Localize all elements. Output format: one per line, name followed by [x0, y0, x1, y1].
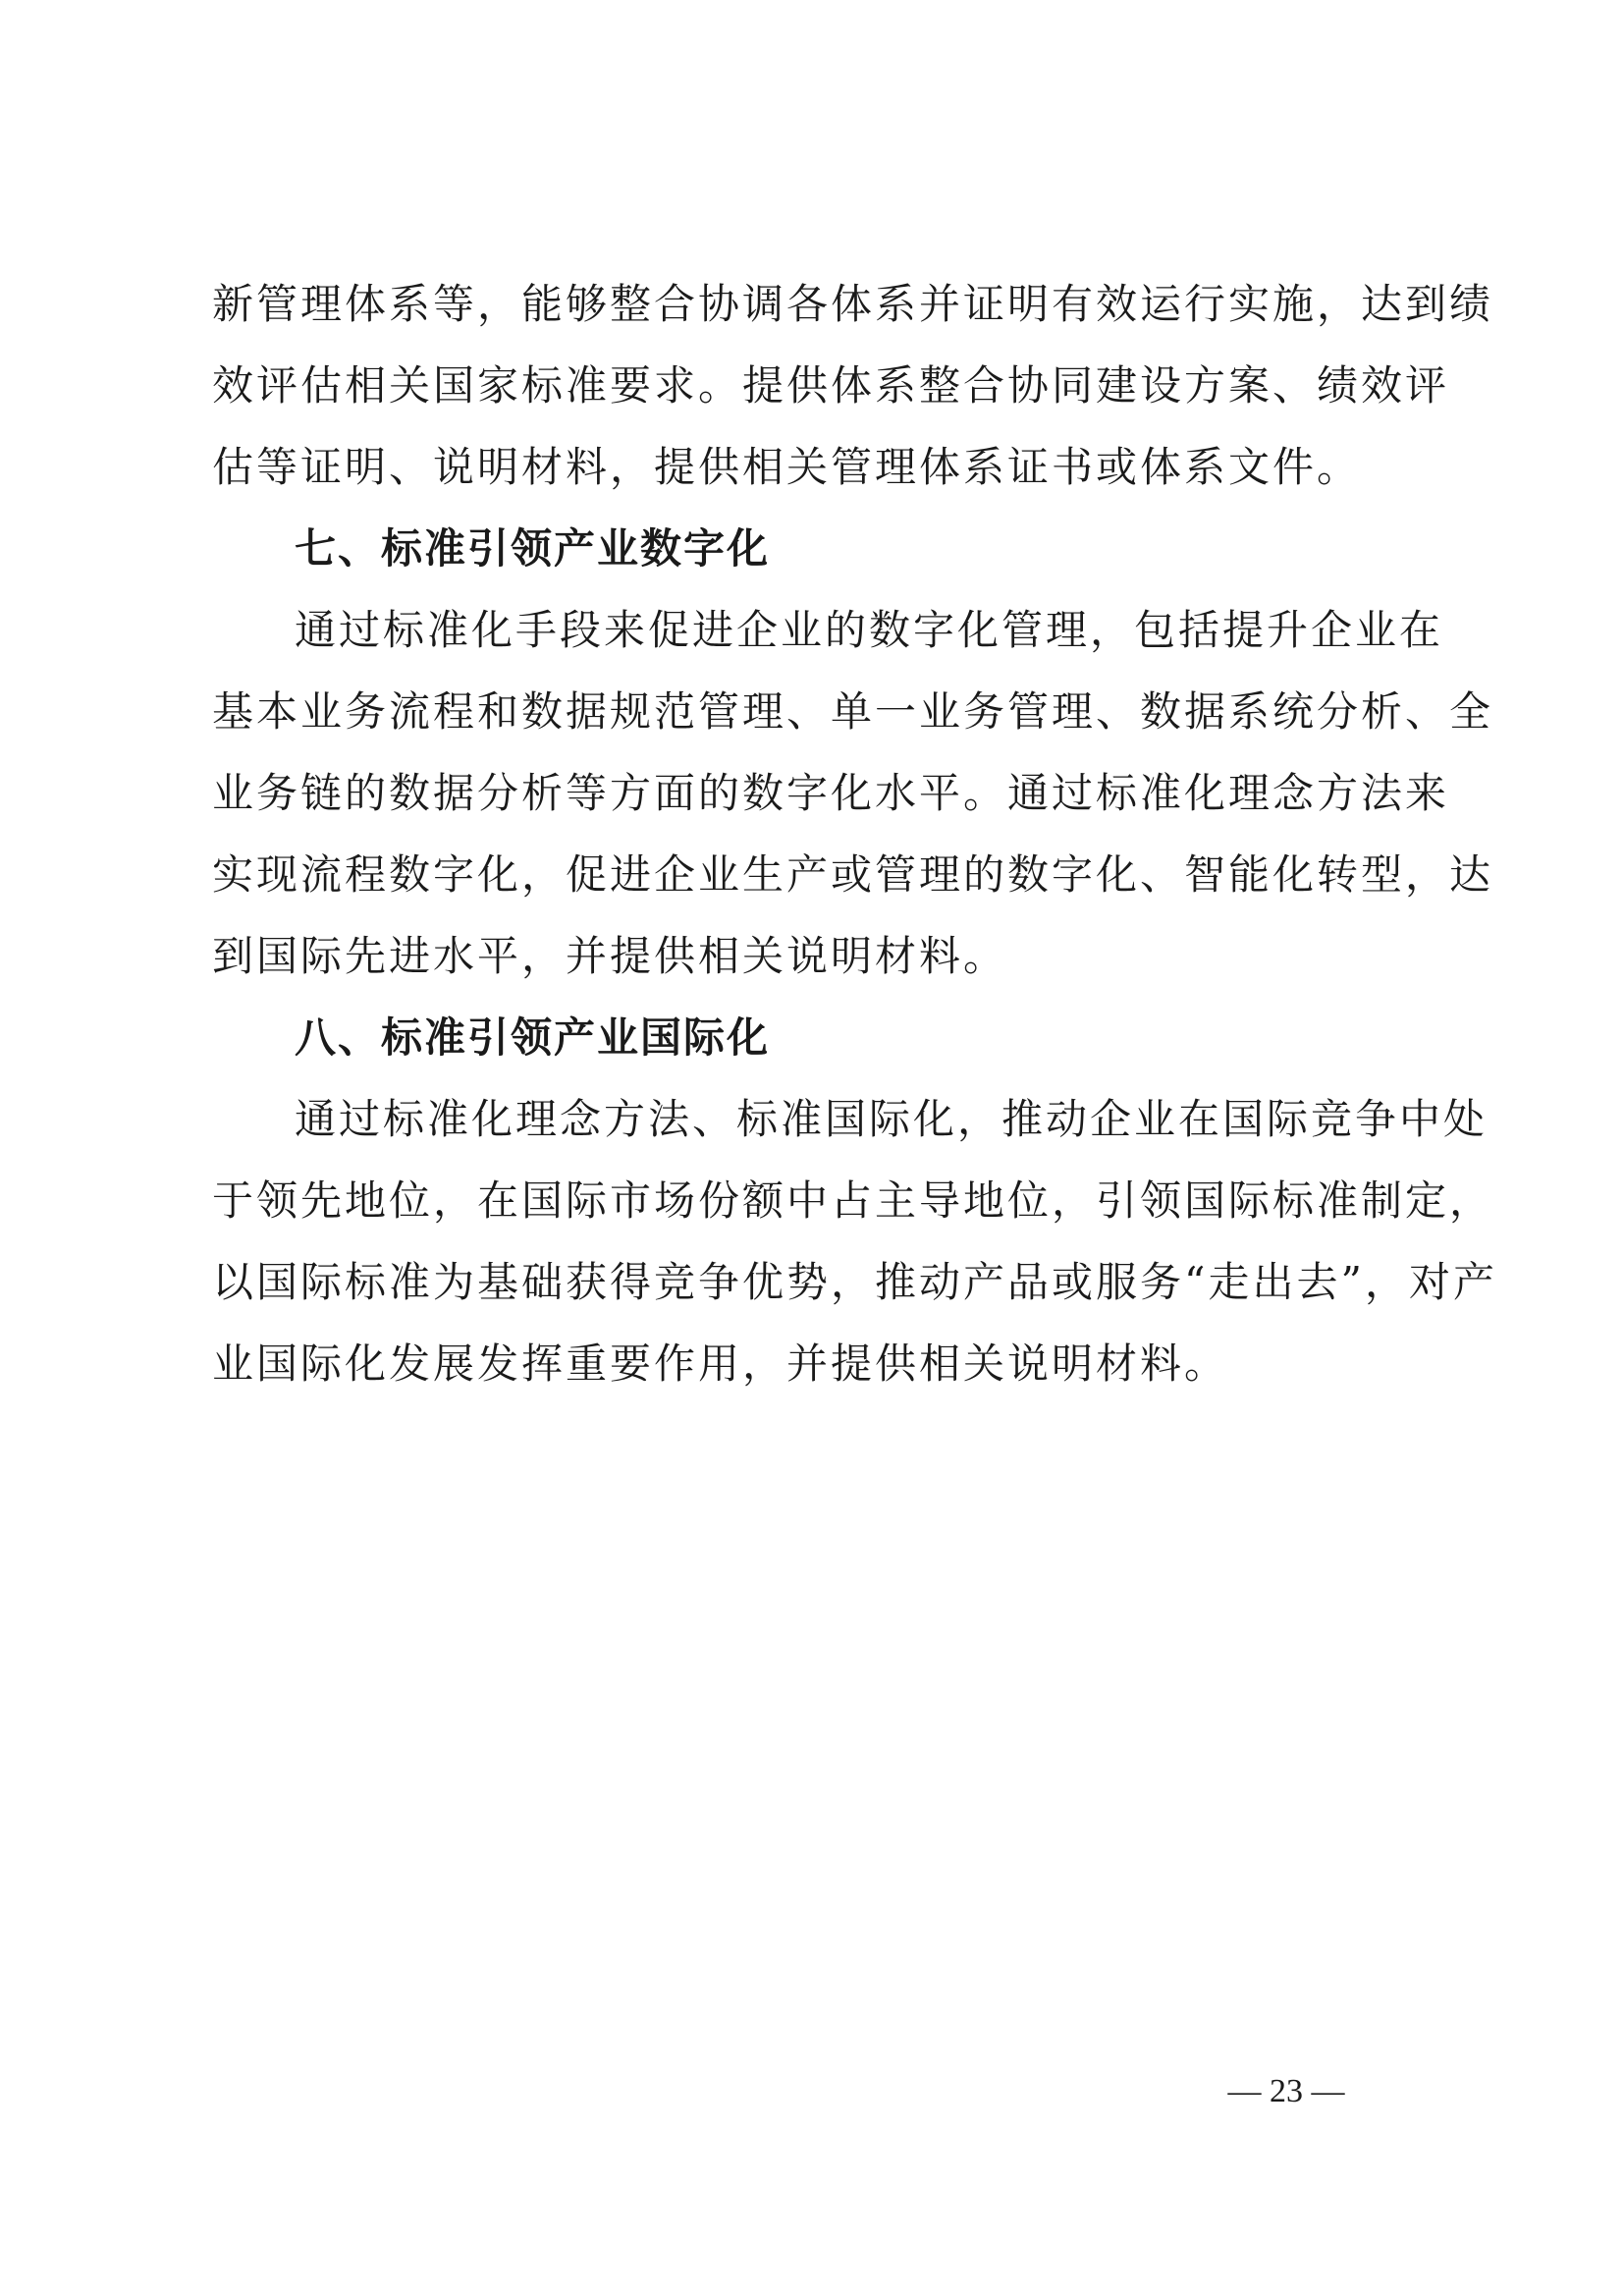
paragraph-line: 实现流程数字化，促进企业生产或管理的数字化、智能化转型，达 [212, 850, 1494, 899]
paragraph-line: 估等证明、说明材料，提供相关管理体系证书或体系文件。 [212, 443, 1362, 491]
paragraph-line: 基本业务流程和数据规范管理、单一业务管理、数据系统分析、全 [212, 687, 1494, 736]
paragraph-line: 效评估相关国家标准要求。提供体系整合协同建设方案、绩效评 [212, 361, 1450, 410]
paragraph-line: 通过标准化手段来促进企业的数字化管理，包括提升企业在 [295, 606, 1444, 654]
paragraph-line: 到国际先进水平，并提供相关说明材料。 [212, 932, 1008, 980]
paragraph-line: 于领先地位，在国际市场份额中占主导地位，引领国际标准制定， [212, 1176, 1494, 1225]
paragraph-line: 以国际标准为基础获得竞争优势，推动产品或服务“走出去”，对产 [212, 1258, 1497, 1306]
paragraph-line: 通过标准化理念方法、标准国际化，推动企业在国际竞争中处 [295, 1095, 1488, 1143]
section-heading-8: 八、标准引领产业国际化 [295, 1013, 771, 1062]
paragraph-line: 新管理体系等，能够整合协调各体系并证明有效运行实施，达到绩 [212, 280, 1494, 328]
paragraph-line: 业务链的数据分析等方面的数字化水平。通过标准化理念方法来 [212, 769, 1450, 817]
page-number: — 23 — [1227, 2073, 1345, 2109]
section-heading-7: 七、标准引领产业数字化 [295, 524, 771, 573]
paragraph-line: 业国际化发展发挥重要作用，并提供相关说明材料。 [212, 1339, 1229, 1388]
